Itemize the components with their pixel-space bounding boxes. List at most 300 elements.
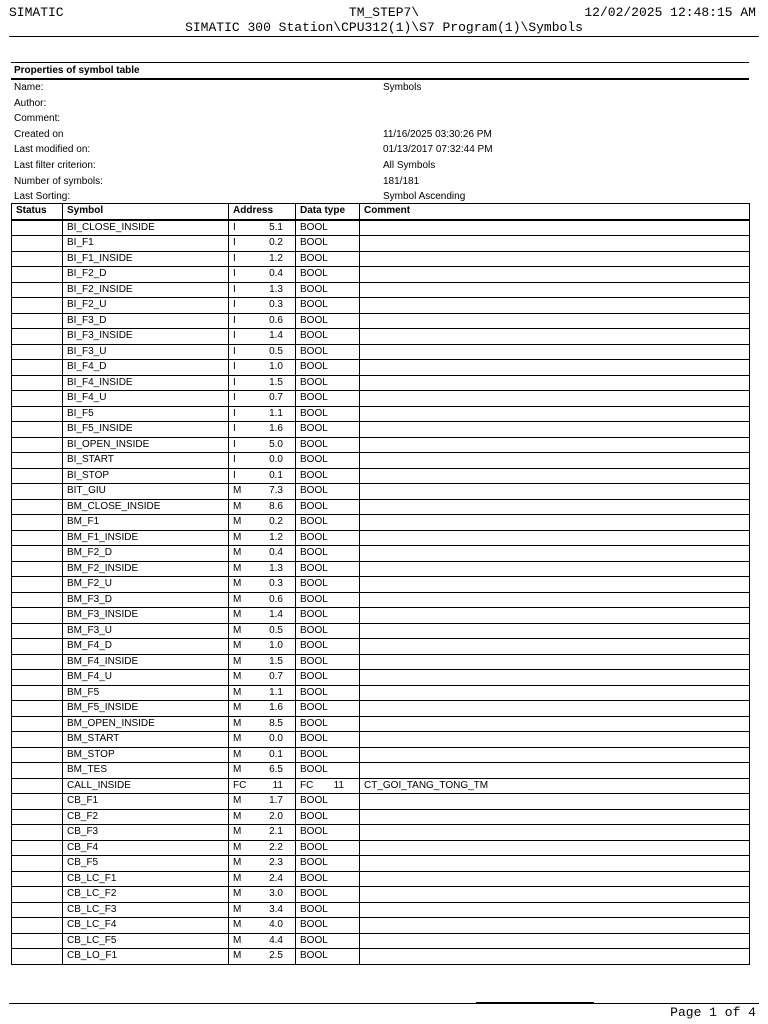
data-type-number [330, 329, 344, 344]
address-number: 0.4 [269, 547, 283, 558]
cell-address [229, 623, 296, 639]
data-type-parts [300, 934, 355, 949]
data-type-parts [300, 856, 355, 871]
data-type-number [330, 794, 344, 809]
cell-data-type [296, 918, 360, 934]
address-area: I [233, 221, 236, 233]
data-type-name: BOOL [300, 748, 328, 760]
cell-status [12, 608, 63, 624]
data-type-parts [300, 624, 355, 639]
cell-address [229, 809, 296, 825]
column-header-comment: Comment [360, 204, 750, 220]
address-area: M [233, 903, 242, 915]
cell-address [229, 701, 296, 717]
table-body [12, 220, 750, 965]
data-type-number [330, 670, 344, 685]
data-type-name: BOOL [300, 423, 328, 434]
address-area: M [233, 671, 242, 682]
address-area: M [233, 810, 242, 822]
cell-address [229, 267, 296, 283]
cell-address [229, 406, 296, 422]
cell-status [12, 639, 63, 655]
cell-status [12, 778, 63, 794]
data-type-number [330, 267, 344, 282]
cell-data-type [296, 840, 360, 856]
cell-comment [360, 763, 750, 779]
data-type-name: BOOL [300, 733, 328, 744]
cell-status [12, 949, 63, 965]
data-type-name: BOOL [300, 547, 328, 558]
cell-comment [360, 809, 750, 825]
cell-data-type [296, 871, 360, 887]
cell-symbol: BI_F3_D [63, 313, 229, 329]
data-type-number [330, 469, 344, 484]
cell-comment [360, 530, 750, 546]
properties-list [11, 80, 749, 205]
data-type-parts [300, 562, 355, 577]
address-area: M [233, 934, 242, 946]
address-parts [233, 453, 291, 468]
address-parts [233, 422, 291, 437]
table-row [12, 933, 750, 949]
cell-address [229, 871, 296, 887]
address-area: M [233, 562, 242, 574]
address-area: M [233, 717, 242, 729]
cell-data-type [296, 623, 360, 639]
cell-symbol: BM_F3_U [63, 623, 229, 639]
address-number: 1.1 [269, 407, 283, 419]
cell-symbol: CB_LC_F3 [63, 902, 229, 918]
table-row [12, 422, 750, 438]
address-number: 2.0 [269, 810, 283, 822]
data-type-name: BOOL [300, 609, 328, 620]
address-parts [233, 639, 291, 654]
data-type-name: BOOL [300, 578, 328, 589]
data-type-name: BOOL [300, 826, 328, 837]
cell-status [12, 329, 63, 345]
table-row [12, 840, 750, 856]
data-type-number [330, 903, 344, 918]
address-parts [233, 267, 291, 282]
table-row [12, 468, 750, 484]
cell-comment [360, 484, 750, 500]
cell-comment [360, 856, 750, 872]
cell-symbol: BI_F2_U [63, 298, 229, 314]
table-row [12, 902, 750, 918]
cell-comment [360, 251, 750, 267]
address-area: M [233, 919, 242, 930]
cell-comment [360, 933, 750, 949]
symbol-table [11, 203, 750, 965]
data-type-number [330, 593, 344, 608]
data-type-parts [300, 779, 355, 794]
address-area: M [233, 624, 242, 636]
data-type-parts [300, 608, 355, 623]
cell-address [229, 251, 296, 267]
property-label: Created on [14, 128, 64, 140]
data-type-name: BOOL [300, 562, 328, 574]
data-type-name: BOOL [300, 516, 328, 527]
data-type-number [330, 562, 344, 577]
cell-symbol: BI_F2_D [63, 267, 229, 283]
table-row [12, 391, 750, 407]
cell-comment [360, 794, 750, 810]
address-number: 2.2 [269, 841, 283, 853]
cell-data-type [296, 267, 360, 283]
data-type-number [330, 949, 344, 964]
cell-status [12, 220, 63, 236]
footer-divider [9, 1003, 759, 1004]
cell-address [229, 887, 296, 903]
data-type-number [330, 825, 344, 840]
data-type-number [330, 546, 344, 561]
cell-status [12, 701, 63, 717]
data-type-number [330, 639, 344, 654]
address-area: I [233, 237, 236, 248]
properties-section [11, 62, 749, 205]
address-parts [233, 562, 291, 577]
cell-address [229, 778, 296, 794]
cell-address [229, 840, 296, 856]
header-path: SIMATIC 300 Station\CPU312(1)\S7 Program(1)\Symbols [185, 20, 583, 35]
data-type-parts [300, 391, 355, 406]
address-number: 0.1 [269, 469, 283, 481]
cell-comment [360, 592, 750, 608]
cell-address [229, 453, 296, 469]
data-type-number [330, 391, 344, 406]
address-area: M [233, 950, 242, 961]
cell-address [229, 592, 296, 608]
data-type-name: BOOL [300, 500, 328, 512]
cell-status [12, 391, 63, 407]
table-row [12, 546, 750, 562]
data-type-number [330, 360, 344, 375]
cell-address [229, 220, 296, 236]
data-type-parts [300, 360, 355, 375]
cell-address [229, 747, 296, 763]
cell-status [12, 763, 63, 779]
table-row [12, 267, 750, 283]
address-parts [233, 593, 291, 608]
cell-data-type [296, 298, 360, 314]
cell-address [229, 716, 296, 732]
column-header-status: Status [12, 204, 63, 220]
data-type-parts [300, 453, 355, 468]
data-type-number [330, 252, 344, 267]
data-type-parts [300, 686, 355, 701]
cell-address [229, 763, 296, 779]
cell-status [12, 360, 63, 376]
cell-status [12, 809, 63, 825]
cell-comment [360, 887, 750, 903]
cell-address [229, 639, 296, 655]
cell-symbol: BI_F1_INSIDE [63, 251, 229, 267]
table-row [12, 856, 750, 872]
cell-comment [360, 902, 750, 918]
data-type-number [330, 298, 344, 313]
table-row [12, 639, 750, 655]
data-type-number [330, 345, 344, 360]
table-row [12, 282, 750, 298]
cell-status [12, 530, 63, 546]
data-type-number [330, 484, 344, 499]
address-parts [233, 469, 291, 484]
data-type-name: BOOL [300, 841, 328, 853]
address-area: M [233, 888, 242, 899]
data-type-parts [300, 236, 355, 251]
cell-status [12, 871, 63, 887]
cell-address [229, 329, 296, 345]
cell-comment [360, 623, 750, 639]
cell-comment [360, 468, 750, 484]
cell-symbol: BM_F4_U [63, 670, 229, 686]
property-row [11, 174, 749, 190]
data-type-name: BOOL [300, 857, 328, 868]
cell-symbol: CB_LC_F1 [63, 871, 229, 887]
table-row [12, 561, 750, 577]
table-row [12, 453, 750, 469]
data-type-name: BOOL [300, 485, 328, 496]
table-row [12, 344, 750, 360]
data-type-number [330, 283, 344, 298]
data-type-name: BOOL [300, 454, 328, 465]
data-type-parts [300, 732, 355, 747]
address-parts [233, 701, 291, 716]
cell-data-type [296, 344, 360, 360]
table-row [12, 360, 750, 376]
cell-comment [360, 577, 750, 593]
data-type-name: BOOL [300, 345, 328, 357]
header-divider [9, 36, 759, 37]
address-area: M [233, 795, 242, 806]
cell-status [12, 732, 63, 748]
data-type-number [330, 376, 344, 391]
column-header-address: Address [229, 204, 296, 220]
address-number: 4.4 [269, 934, 283, 946]
data-type-number [330, 314, 344, 329]
cell-symbol: CB_F2 [63, 809, 229, 825]
data-type-name: BOOL [300, 950, 328, 961]
table-row [12, 484, 750, 500]
cell-data-type [296, 577, 360, 593]
data-type-parts [300, 841, 355, 856]
cell-symbol: BI_F5_INSIDE [63, 422, 229, 438]
data-type-parts [300, 949, 355, 964]
cell-comment [360, 670, 750, 686]
cell-status [12, 236, 63, 252]
table-row [12, 794, 750, 810]
cell-symbol: BM_TES [63, 763, 229, 779]
address-area: I [233, 283, 236, 295]
address-area: M [233, 531, 242, 543]
data-type-parts [300, 531, 355, 546]
property-label: Last modified on: [14, 144, 91, 156]
address-area: M [233, 686, 242, 698]
cell-data-type [296, 406, 360, 422]
cell-comment [360, 918, 750, 934]
address-number: 6.5 [269, 764, 283, 775]
address-area: I [233, 299, 236, 310]
cell-symbol: BI_F2_INSIDE [63, 282, 229, 298]
address-number: 0.5 [269, 624, 283, 636]
cell-data-type [296, 902, 360, 918]
cell-comment [360, 267, 750, 283]
cell-symbol: BM_F2_D [63, 546, 229, 562]
data-type-parts [300, 717, 355, 732]
cell-status [12, 468, 63, 484]
cell-symbol: BM_F1_INSIDE [63, 530, 229, 546]
cell-data-type [296, 313, 360, 329]
cell-symbol: CB_F1 [63, 794, 229, 810]
data-type-number [330, 841, 344, 856]
data-type-parts [300, 314, 355, 329]
address-number: 2.3 [269, 857, 283, 868]
data-type-name: BOOL [300, 764, 328, 775]
cell-comment [360, 406, 750, 422]
cell-status [12, 437, 63, 453]
data-type-name: FC [300, 779, 314, 791]
cell-data-type [296, 220, 360, 236]
address-parts [233, 314, 291, 329]
cell-symbol: BM_F4_INSIDE [63, 654, 229, 670]
address-area: I [233, 423, 236, 434]
address-number: 0.3 [269, 578, 283, 589]
cell-data-type [296, 484, 360, 500]
address-area: I [233, 469, 236, 481]
cell-status [12, 856, 63, 872]
cell-symbol: BI_F4_D [63, 360, 229, 376]
table-row [12, 825, 750, 841]
cell-address [229, 856, 296, 872]
address-parts [233, 763, 291, 778]
address-number: 1.5 [269, 655, 283, 667]
address-area: I [233, 330, 236, 341]
cell-data-type [296, 360, 360, 376]
data-type-number [330, 407, 344, 422]
data-type-name: BOOL [300, 934, 328, 946]
property-label: Name: [14, 82, 44, 93]
cell-status [12, 747, 63, 763]
address-parts [233, 825, 291, 840]
data-type-parts [300, 221, 355, 236]
address-number: 1.1 [269, 686, 283, 698]
cell-status [12, 499, 63, 515]
cell-status [12, 282, 63, 298]
cell-comment [360, 422, 750, 438]
cell-data-type [296, 949, 360, 965]
address-area: M [233, 593, 242, 605]
data-type-name: BOOL [300, 655, 328, 667]
cell-address [229, 437, 296, 453]
data-type-name: BOOL [300, 392, 328, 403]
table-row [12, 871, 750, 887]
cell-data-type [296, 763, 360, 779]
cell-address [229, 902, 296, 918]
data-type-number [330, 624, 344, 639]
table-row [12, 437, 750, 453]
address-number: 1.2 [269, 252, 283, 264]
data-type-parts [300, 701, 355, 716]
cell-symbol: BI_F5 [63, 406, 229, 422]
cell-data-type [296, 391, 360, 407]
address-parts [233, 329, 291, 344]
cell-address [229, 282, 296, 298]
cell-symbol: BI_F4_U [63, 391, 229, 407]
cell-status [12, 267, 63, 283]
cell-comment [360, 282, 750, 298]
cell-status [12, 716, 63, 732]
cell-address [229, 530, 296, 546]
address-number: 1.5 [269, 376, 283, 388]
address-parts [233, 779, 291, 794]
data-type-number [330, 608, 344, 623]
data-type-parts [300, 748, 355, 763]
cell-data-type [296, 887, 360, 903]
data-type-name: BOOL [300, 330, 328, 341]
cell-symbol: BM_F5 [63, 685, 229, 701]
cell-comment [360, 329, 750, 345]
property-label: Last filter criterion: [14, 159, 96, 171]
cell-comment: CT_GOI_TANG_TONG_TM [360, 778, 750, 794]
table-row [12, 670, 750, 686]
data-type-name: BOOL [300, 903, 328, 915]
table-row [12, 375, 750, 391]
cell-data-type [296, 499, 360, 515]
table-row [12, 220, 750, 236]
cell-data-type [296, 794, 360, 810]
cell-symbol: CALL_INSIDE [63, 778, 229, 794]
address-parts [233, 872, 291, 887]
data-type-parts [300, 794, 355, 809]
address-parts [233, 624, 291, 639]
address-parts [233, 252, 291, 267]
data-type-parts [300, 500, 355, 515]
address-parts [233, 546, 291, 561]
cell-comment [360, 949, 750, 965]
column-header-data-type: Data type [296, 204, 360, 220]
data-type-number [330, 686, 344, 701]
address-area: M [233, 516, 242, 527]
cell-address [229, 344, 296, 360]
cell-status [12, 298, 63, 314]
address-area: I [233, 252, 236, 264]
table-row [12, 530, 750, 546]
cell-address [229, 499, 296, 515]
address-area: M [233, 748, 242, 760]
cell-status [12, 794, 63, 810]
data-type-number [330, 655, 344, 670]
property-value: 01/13/2017 07:32:44 PM [383, 144, 493, 156]
address-parts [233, 391, 291, 406]
cell-data-type [296, 437, 360, 453]
table-row [12, 654, 750, 670]
address-number: 3.4 [269, 903, 283, 915]
address-parts [233, 221, 291, 236]
cell-data-type [296, 732, 360, 748]
cell-symbol: BM_F1 [63, 515, 229, 531]
address-parts [233, 903, 291, 918]
address-area: M [233, 578, 242, 589]
data-type-parts [300, 918, 355, 933]
cell-comment [360, 871, 750, 887]
cell-data-type [296, 716, 360, 732]
cell-comment [360, 716, 750, 732]
address-area: M [233, 609, 242, 620]
property-row [11, 127, 749, 143]
cell-data-type [296, 856, 360, 872]
address-parts [233, 918, 291, 933]
data-type-name: BOOL [300, 671, 328, 682]
